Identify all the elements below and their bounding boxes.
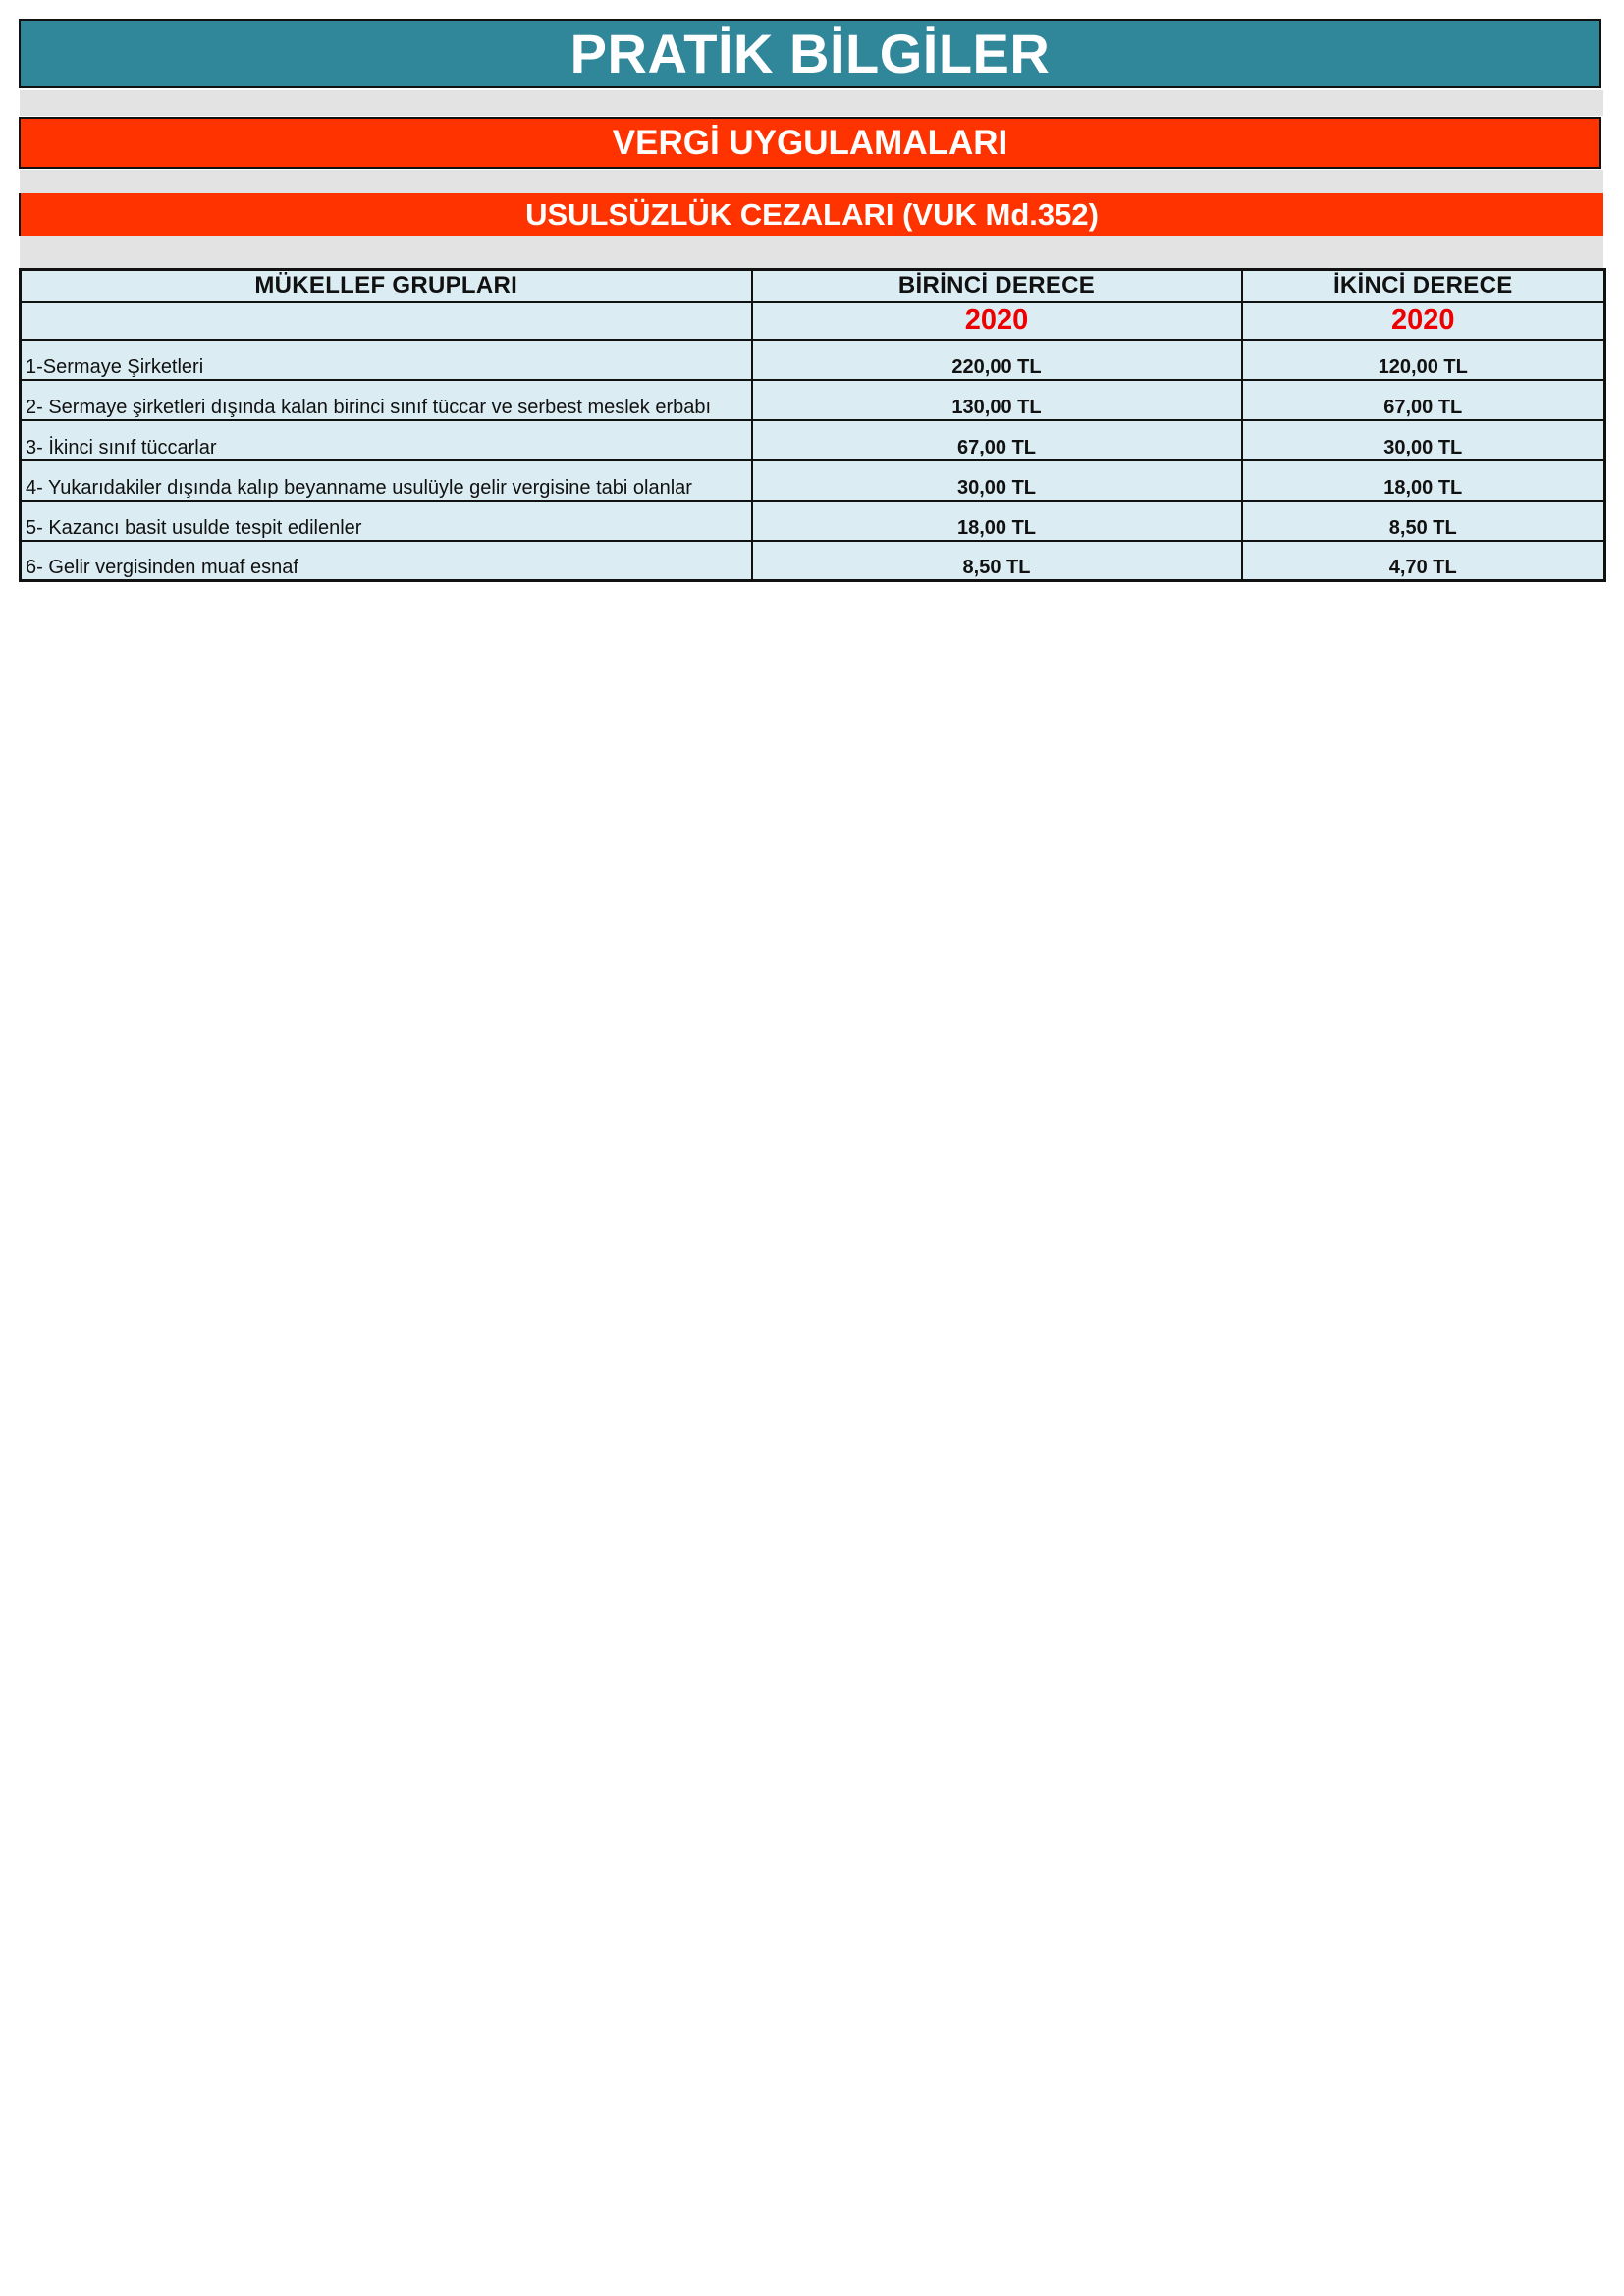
first-degree-cell: 18,00 TL: [752, 501, 1242, 541]
column-header-first-degree: BİRİNCİ DERECE: [752, 270, 1242, 302]
gray-band-1: [20, 90, 1603, 116]
group-cell: 3- İkinci sınıf tüccarlar: [21, 420, 752, 460]
group-cell: 2- Sermaye şirketleri dışında kalan birinci sınıf tüccar ve serbest meslek erbabı: [21, 380, 752, 420]
gray-band-3: [20, 236, 1603, 268]
table-row: [21, 420, 1605, 460]
table-row: [21, 501, 1605, 541]
second-degree-cell: 120,00 TL: [1242, 340, 1605, 380]
subsection-title: USULSÜZLÜK CEZALARI (VUK Md.352): [19, 193, 1603, 236]
second-degree-cell: 30,00 TL: [1242, 420, 1605, 460]
second-degree-cell: 8,50 TL: [1242, 501, 1605, 541]
table-row: [21, 380, 1605, 420]
second-degree-cell: 18,00 TL: [1242, 460, 1605, 501]
penalty-table: [19, 268, 1606, 582]
table-header-row: [21, 270, 1605, 302]
first-degree-cell: 130,00 TL: [752, 380, 1242, 420]
group-cell: 1-Sermaye Şirketleri: [21, 340, 752, 380]
year-row: [21, 302, 1605, 340]
page-title: PRATİK BİLGİLER: [19, 19, 1601, 88]
year-cell-empty: [21, 302, 752, 340]
first-degree-cell: 220,00 TL: [752, 340, 1242, 380]
first-degree-cell: 8,50 TL: [752, 541, 1242, 581]
table-row: [21, 340, 1605, 380]
second-degree-cell: 67,00 TL: [1242, 380, 1605, 420]
table-row: [21, 541, 1605, 581]
year-cell-second: 2020: [1242, 302, 1605, 340]
section-title: VERGİ UYGULAMALARI: [19, 117, 1601, 169]
group-cell: 5- Kazancı basit usulde tespit edilenler: [21, 501, 752, 541]
first-degree-cell: 67,00 TL: [752, 420, 1242, 460]
first-degree-cell: 30,00 TL: [752, 460, 1242, 501]
gray-band-2: [20, 170, 1603, 193]
column-header-second-degree: İKİNCİ DERECE: [1242, 270, 1605, 302]
year-cell-first: 2020: [752, 302, 1242, 340]
column-header-groups: MÜKELLEF GRUPLARI: [21, 270, 752, 302]
group-cell: 4- Yukarıdakiler dışında kalıp beyanname usulüyle gelir vergisine tabi olanlar: [21, 460, 752, 501]
second-degree-cell: 4,70 TL: [1242, 541, 1605, 581]
table-row: [21, 460, 1605, 501]
group-cell: 6- Gelir vergisinden muaf esnaf: [21, 541, 752, 581]
